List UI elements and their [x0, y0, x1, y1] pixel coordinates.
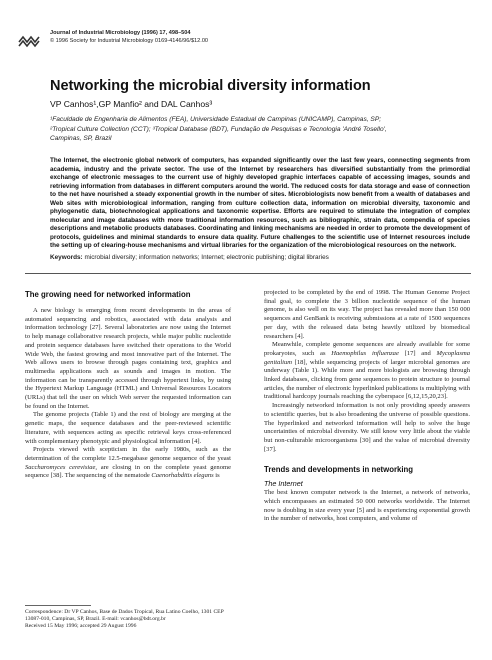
left-column	[25, 290, 231, 481]
journal-logo-icon	[18, 34, 40, 48]
left-paragraph-3-end: is	[213, 472, 220, 480]
section-heading-trends: Trends and developments in networking	[264, 465, 414, 475]
species-name-mycoplasma: Mycoplasma genitalium	[264, 349, 470, 366]
right-paragraph-3: Increasingly networked information is not only providing speedy answers to scientific queries, but is also broadening the universe of possible questions. The hyperlinked and networked information will help to solve the huge uncertainties of microbial diversity. We still know very little about the viable but non-culturable microorganisms [30] and the value of microbial diversity [37].	[264, 402, 470, 453]
journal-header	[50, 30, 208, 45]
footnote-rule	[25, 605, 91, 606]
left-paragraph-3-start: Projects viewed with scepticism in the early 1980s, such as the determination of the complete 12.5-megabase genome sequence of the yeast	[25, 446, 231, 462]
affiliation-line-2: ²Tropical Culture Collection (CCT); ³Tropical Database (BDT), Fundação de Pesquisas e Tecnologia 'André Tosello',	[50, 125, 387, 133]
subsection-heading-internet: The Internet	[264, 479, 303, 489]
species-name-saccharomyces: Saccharomyces cerevisiae	[25, 463, 96, 471]
right-paragraph-1: projected to be completed by the end of 1998. The Human Genome Project final goal, to complete the 3 billion nucleotide sequence of the human genome, is also well on its way. The project has revealed more than 150 000 sequences and GenBank is receiving submissions at a rate of 1500 sequences per day, with the released data being heavily utilized by biomedical researchers [4].	[264, 289, 470, 340]
right-column	[264, 289, 470, 524]
left-paragraph-3-middle: , are closing in on the complete yeast genome sequence [38]. The sequencing of the nematode	[25, 463, 231, 480]
section-heading-growing-need: The growing need for networked information	[25, 290, 191, 299]
journal-citation: Journal of Industrial Microbiology (1996) 17, 498–504	[50, 30, 191, 36]
section-divider	[25, 273, 471, 274]
left-paragraph-1: A new biology is emerging from recent developments in the areas of automated sequencing and robotics, associated with data analysis and information technology [27]. Several laboratories are now using the Internet to help manage collaborative research projects, while major public nucleotide and protein sequence databases have switched their operations to the World Wide Web, the fastest growing and most innovative part of the Internet. The Web allows users to browse through pages containing text, graphics and multimedia applications such as sounds and images in motion. The information can be transparently accessed through hypertext links, by using the Hypertext Markup Language (HTML) and Universal Resources Locators (URLs) that tell the user on which Web server the requested information can be found on the Internet.	[25, 307, 231, 410]
affiliations	[50, 115, 470, 144]
right-paragraph-4: The best known computer network is the Internet, a network of networks, which encompasses an estimated 50 000 networks worldwide. The Internet now is doubling in size every year [5] and is experiencing exponential growth in the number of networks, host computers, and volume of	[264, 489, 470, 523]
footnote	[25, 605, 231, 631]
left-paragraph-3	[25, 446, 231, 481]
abstract: The Internet, the electronic global network of computers, has expanded significantly over the last few years, connecting segments from academia, industry and the private sector. The use of the Internet by researchers has diversified substantially from the primordial exchange of electronic messages to the current use of highly developed graphic interfaces capable of accessing images, sounds and retrieving information from databases in different computers around the world. The reduced costs for data storage and ease of connection to the net have nourished a steady exponential growth in the number of sites. Microbiologists now benefit from a wealth of databases and Web sites with microbiological information, ranging from culture collection data, information on microbial diversity, taxonomic and phylogenetic data, biotechnological applications and taxonomic expertise. Efforts are required to stimulate the integration of complex molecular and image databases with more traditional information resources, such as bibliographic, strain data, compendia of species descriptions and metabolic products databases. Coordinating and linking mechanisms are needed in order to promote the development of protocols, guidelines and minimal standards to ensure data quality. Future challenges to the scientific use of Internet resources include the setting up of clearing-house mechanisms and virtual libraries for the organization of the microbiological resources on the network.	[50, 157, 470, 250]
right-paragraph-2	[264, 341, 470, 402]
journal-copyright: © 1996 Society for Industrial Microbiology 0169-4146/96/$12.00	[50, 37, 209, 44]
affiliation-line-1: ¹Faculdade de Engenharia de Alimentos (FEA), Universidade Estadual de Campinas (UNICAMP), Campinas, SP;	[50, 116, 382, 123]
keywords	[50, 254, 470, 261]
article-authors: VP Canhos¹,GP Manfio² and DAL Canhos³	[50, 99, 213, 109]
keywords-list: microbial diversity; information networks; Internet; electronic publishing; digital libraries	[84, 254, 329, 261]
left-paragraph-2: The genome projects (Table 1) and the rest of biology are merging at the genetic maps, the sequence databases and the peer-reviewed scientific literature, with sequences acting as specific retrieval keys cross-referenced with complementary phenotypic and physiological information [4].	[25, 411, 231, 445]
species-name-caenorhabditis: Caenorhabditis elegans	[151, 472, 214, 480]
right-paragraph-2-end: [18], while sequencing projects of larger microbial genomes are underway (Table 1). While more and more biologists are browsing through linked databases, clicking from gene sequences to protein structure to journal articles, the number of electronic hyperlinked publications is multiplying with traditional hardcopy journals reaching the cyberspace [6,12,15,20,23].	[264, 358, 470, 401]
right-paragraph-2-start: Meanwhile, complete genome sequences are already available for some prokaryotes, such as	[264, 341, 470, 357]
article-title: Networking the microbial diversity information	[50, 78, 371, 94]
species-name-haemophilus: Haemophilus influenzae	[331, 349, 399, 357]
right-paragraph-2-mid: [17] and	[398, 349, 437, 357]
keywords-label: Keywords:	[50, 254, 83, 261]
received-date: Received 15 May 1996; accepted 29 August 1996	[25, 623, 137, 630]
correspondence-note: Correspondence: Dr VP Canhos, Base de Dados Tropical, Rua Latino Coelho, 1301 CEP 13087-010, Campinas, SP, Brazil. E-mail: vcanhos@bdt.org.br	[25, 609, 224, 623]
affiliation-line-3: Campinas, SP, Brazil	[50, 135, 112, 143]
